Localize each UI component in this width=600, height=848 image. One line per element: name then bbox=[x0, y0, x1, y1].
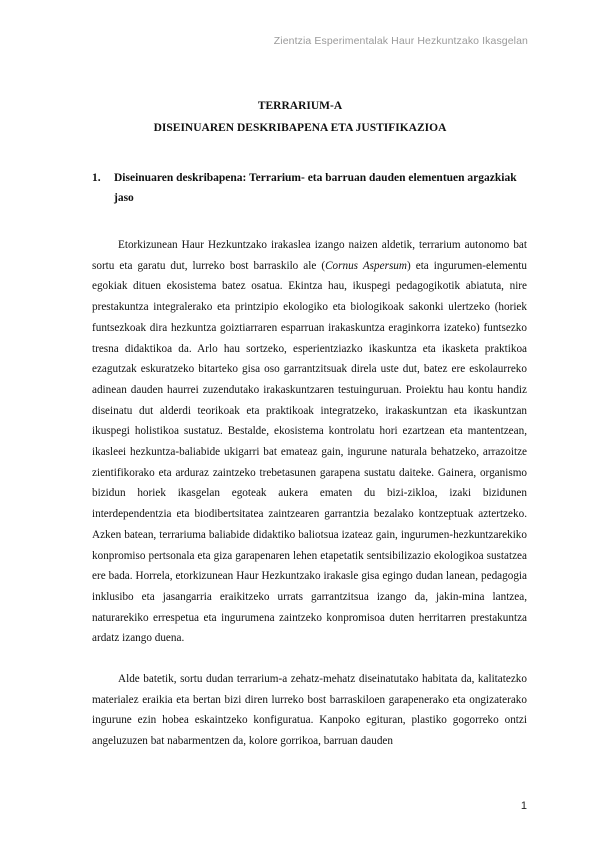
section-1 bbox=[92, 168, 527, 208]
section-number: 1. bbox=[92, 172, 101, 184]
paragraph-1-part-2: ) eta ingurumen-elementu egokiak dituen ekosistema batez osatua. Ekintza hau, ikuspegi pedagogikotik abiatuta, nire prestakuntza integralerako eta printzipio ekologiko eta biologikoak sakonki ulertzeko (horiek funtsezkoak dira hezkuntza goiztiarraren esparruan irakaskuntza eraginkorra izateko) funtsezko tresna didaktikoa da. Arlo hau sortzeko, esperientziazko ikaskuntza eta ikasketa praktikoa ezagutzak eskuratzeko bitarteko gisa oso garrantzitsuak direla uste dut, batez ere eskolaurreko adinean dauden haurrei zuzendutako irakaskuntzaren testuinguruan. Proiektu hau kontu handiz diseinatu dut alderdi teorikoak eta praktikoak integratzeko, irakaskuntzan eta ikaskuntzan ikuspegi holistikoa sustatuz. Bestalde, ekosistema kontrolatu hori ezartzean eta mantentzean, ikasleei hezkuntza-baliabide ukigarri bat emateaz gain, ingurune naturala behatzeko, arrazoitze zientifikorako eta arduraz zaintzeko trebetasunen garapena sustatu daiteke. Gainera, organismo bizidun horiek ikasgelan egoteak aukera ematen du bizi-zikloa, izaki bizidunen interdependentzia eta biodibertsitatea zaintzearen garrantzia bezalako kontzeptuak aztertzeko. Azken batean, terrariuma baliabide didaktiko baliotsua izateaz gain, ingurumen-hezkuntzarekiko konpromiso pertsonala eta giza garapenaren lehen etapetatik sentsibilizazio ekologikoa sustatzea ere bada. Horrela, etorkizunean Haur Hezkuntzako irakasle gisa egingo dudan lanean, pedagogia inklusibo eta jasangarria eraikitzeko urrats garrantzitsua izango da, jakin-mina lantzea, naturarekiko errespetua eta ingurumena zaintzeko konpromisoa duten herritarren prestakuntza ardatz izango duena. bbox=[92, 259, 527, 645]
species-name: Cornus Aspersum bbox=[325, 259, 407, 272]
paragraph-1 bbox=[92, 235, 527, 649]
paragraph-1-part-1: Etorkizunean Haur Hezkuntzako irakaslea izango naizen aldetik, terrarium autonomo bat sortu eta garatu dut, lurreko bost barraskilo ale ( bbox=[92, 239, 527, 272]
title-line-1: TERRARIUM-A bbox=[257, 100, 343, 112]
section-heading bbox=[92, 168, 527, 208]
document-title bbox=[0, 95, 600, 139]
running-header: Zientzia Esperimentalak Haur Hezkuntzako Ikasgelan bbox=[273, 35, 528, 47]
section-heading-text: Diseinuaren deskribapena: Terrarium- eta barruan dauden elementuen argazkiak jaso bbox=[114, 172, 517, 204]
page-number: 1 bbox=[520, 800, 527, 812]
title-line-2: DISEINUAREN DESKRIBAPENA ETA JUSTIFIKAZIOA bbox=[153, 122, 447, 134]
paragraph-2: Alde batetik, sortu dudan terrarium-a zehatz-mehatz diseinatutako habitata da, kalitatezko materialez eraikia eta bertan bizi diren lurreko bost barraskiloen garapenerako eta ongizaterako ingurune ezin hobea eskaintzeko konfiguratua. Kanpoko egituran, plastiko gogorreko ontzi angeluzuzen bat nabarmentzen da, kolore gorrikoa, barruan dauden bbox=[92, 673, 527, 748]
body-text bbox=[92, 235, 527, 772]
